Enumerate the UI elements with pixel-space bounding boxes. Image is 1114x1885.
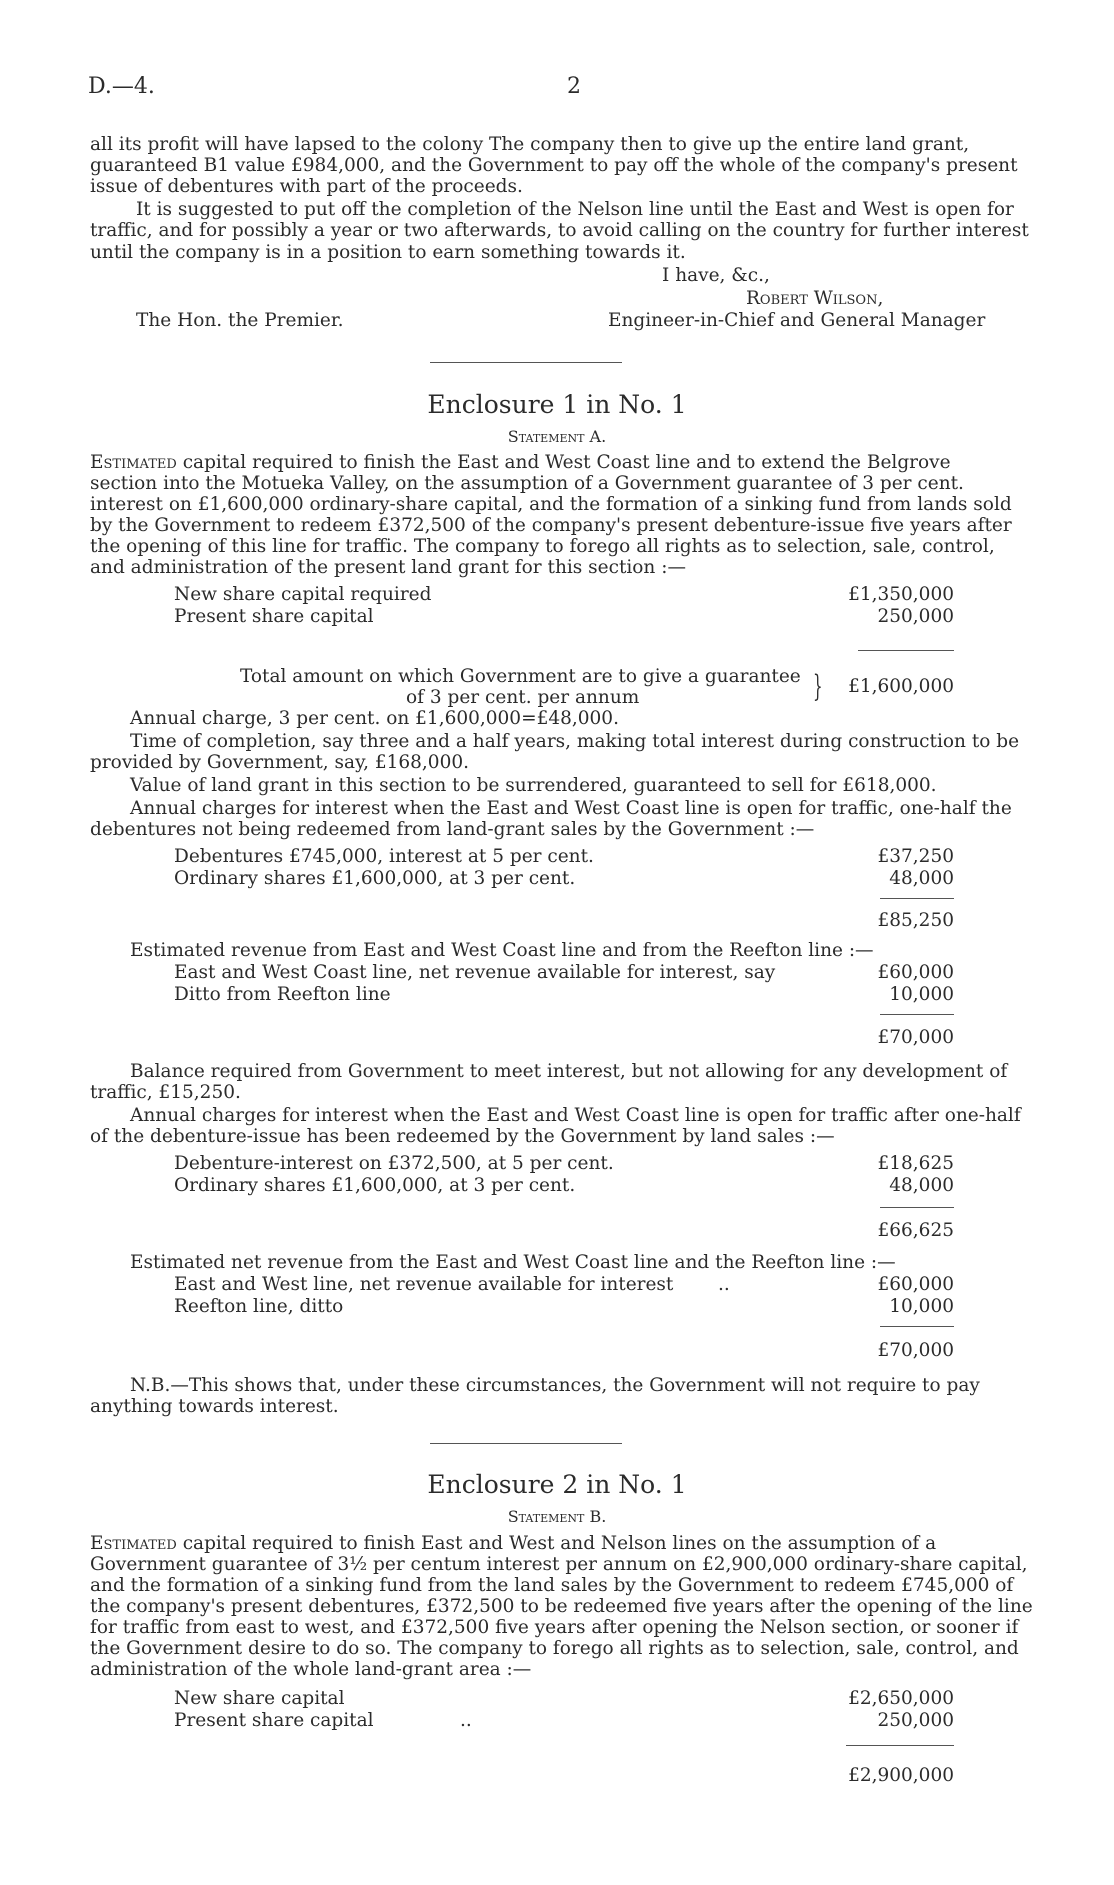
nb-line: N.B.—This shows that, under these circumstances, the Government will not require to pay (130, 1375, 980, 1396)
balance-line: Balance required from Government to meet interest, but not allowing for any development of (130, 1061, 1008, 1082)
sum-rule (846, 1745, 954, 1746)
enc1-intro-line: interest on £1,600,000 ordinary-share capital, and the formation of a sinking fund from lands sold (90, 494, 1012, 515)
charge-label: Ordinary shares £1,600,000, at 3 per cent. (174, 1175, 576, 1196)
enc2-intro-line: Government guarantee of 3½ per centum interest per annum on £2,900,000 ordinary-share capital, (90, 1554, 1028, 1575)
revenue-total: £70,000 (877, 1027, 954, 1048)
revenue-label: Reefton line, ditto (174, 1296, 344, 1317)
intro-line: until the company is in a position to earn something towards it. (90, 242, 686, 263)
addressee: The Hon. the Premier. (136, 310, 344, 331)
enc2-intro-line: Estimated capital required to finish East and West and Nelson lines on the assumption of a (90, 1533, 937, 1554)
sum-rule (880, 1207, 954, 1208)
charge-amount: 48,000 (889, 1175, 954, 1196)
enclosure-1-heading: Enclosure 1 in No. 1 (427, 390, 687, 419)
enc1-para-line: debentures not being redeemed from land-grant sales by the Government :— (90, 819, 815, 840)
total-guarantee-label: of 3 per cent. per annum (406, 687, 640, 708)
nb-line: anything towards interest. (90, 1396, 339, 1417)
enc1-intro-line: the opening of this line for traffic. The company to forego all rights as to selection, sale, control, (90, 536, 995, 557)
sum-rule (858, 650, 954, 651)
enc1-intro-line: and administration of the present land grant for this section :— (90, 557, 686, 578)
intro-line: traffic, and for possibly a year or two afterwards, to avoid calling on the country for further interest (90, 220, 1029, 241)
leader-dots: .. (460, 1710, 472, 1731)
charge-label: Ordinary shares £1,600,000, at 3 per cent. (174, 868, 576, 889)
charge-amount: £37,250 (877, 846, 954, 867)
revenue2-heading: Estimated net revenue from the East and West Coast line and the Reefton line :— (130, 1252, 896, 1273)
enc1-intro-line: section into the Motueka Valley, on the assumption of a Government guarantee of 3 per cent. (90, 473, 964, 494)
intro-line: It is suggested to put off the completion of the Nelson line until the East and West is open for (136, 199, 1014, 220)
balance-line: Annual charges for interest when the East and West Coast line is open for traffic after one-half (130, 1105, 1021, 1126)
enc2-intro-lead: Estimated (90, 1533, 177, 1554)
enc2-intro-line: the company's present debentures, £372,500 to be redeemed five years after the opening of the line (90, 1596, 1033, 1617)
sum-rule (880, 898, 954, 899)
enc1-intro-lead: Estimated (90, 452, 177, 473)
capital-label: Present share capital (174, 1710, 374, 1731)
total-guarantee-amount: £1,600,000 (848, 676, 954, 697)
revenue2-total: £70,000 (877, 1340, 954, 1361)
revenue-label: East and West line, net revenue available for interest (174, 1274, 674, 1295)
enc1-intro-line: Estimated capital required to finish the East and West Coast line and to extend the Belgrove (90, 452, 951, 473)
revenue-label: East and West Coast line, net revenue available for interest, say (174, 962, 776, 983)
capital-label: New share capital (174, 1688, 345, 1709)
sum-rule (880, 1014, 954, 1015)
brace-icon: } (813, 669, 823, 704)
enc2-intro-line: and the formation of a sinking fund from the land sales by the Government to redeem £745,000 of (90, 1575, 1014, 1596)
enc1-para-line: Value of land grant in this section to be surrendered, guaranteed to sell for £618,000. (130, 775, 937, 796)
capital-amount: 250,000 (877, 606, 954, 627)
enc2-intro-line: administration of the whole land-grant area :— (90, 1659, 532, 1680)
enc2-intro-line: the Government desire to do so. The company to forego all rights as to selection, sale, control, and (90, 1638, 1019, 1659)
intro-line: guaranteed B1 value £984,000, and the Government to pay off the whole of the company's present (90, 155, 1018, 176)
revenue-amount: 10,000 (889, 1296, 954, 1317)
balance-line: of the debenture-issue has been redeemed by the Government by land sales :— (90, 1126, 835, 1147)
signatory-title: Engineer-in-Chief and General Manager (608, 310, 986, 331)
capital-label: New share capital required (174, 584, 432, 605)
charges2-total: £66,625 (877, 1220, 954, 1241)
intro-line: issue of debentures with part of the proceeds. (90, 176, 523, 197)
intro-line: all its profit will have lapsed to the colony The company then to give up the entire land grant, (90, 134, 970, 155)
enclosure-2-heading: Enclosure 2 in No. 1 (427, 1470, 687, 1499)
statement-b-heading: Statement B. (507, 1507, 607, 1526)
revenue-amount: 10,000 (889, 984, 954, 1005)
revenue-amount: £60,000 (877, 962, 954, 983)
sum-rule (880, 1326, 954, 1327)
balance-line: traffic, £15,250. (90, 1082, 241, 1103)
total-guarantee-label: Total amount on which Government are to give a guarantee (240, 666, 801, 687)
section-divider (430, 362, 622, 363)
enc1-para-line: Time of completion, say three and a half years, making total interest during construction to be (130, 731, 1020, 752)
charge-label: Debenture-interest on £372,500, at 5 per cent. (174, 1153, 614, 1174)
leader-dots: .. (718, 1274, 730, 1295)
charge-amount: £18,625 (877, 1153, 954, 1174)
charges-total: £85,250 (877, 910, 954, 931)
section-divider (430, 1443, 622, 1444)
charge-amount: 48,000 (889, 868, 954, 889)
statement-a-heading: Statement A. (507, 427, 607, 446)
signature-name: Robert Wilson, (746, 288, 884, 309)
enc1-para-line: Annual charge, 3 per cent. on £1,600,000=£48,000. (130, 708, 619, 729)
enc2-total-amount: £2,900,000 (848, 1765, 954, 1786)
capital-label: Present share capital (174, 606, 374, 627)
revenue-label: Ditto from Reefton line (174, 984, 391, 1005)
charge-label: Debentures £745,000, interest at 5 per cent. (174, 846, 594, 867)
capital-amount: £2,650,000 (848, 1688, 954, 1709)
enc1-para-line: provided by Government, say, £168,000. (90, 752, 469, 773)
revenue-amount: £60,000 (877, 1274, 954, 1295)
capital-amount: 250,000 (877, 1710, 954, 1731)
page-number: 2 (567, 74, 581, 99)
enc1-intro-line: by the Government to redeem £372,500 of the company's present debenture-issue five years after (90, 515, 1012, 536)
document-reference: D.—4. (88, 74, 155, 99)
enc1-para-line: Annual charges for interest when the East and West Coast line is open for traffic, one-half the (130, 798, 1012, 819)
capital-amount: £1,350,000 (848, 584, 954, 605)
enc2-intro-line: for traffic from east to west, and £372,500 five years after opening the Nelson section, or sooner if (90, 1617, 1019, 1638)
letter-closing: I have, &c., (662, 265, 770, 286)
revenue-heading: Estimated revenue from East and West Coast line and from the Reefton line :— (130, 940, 874, 961)
